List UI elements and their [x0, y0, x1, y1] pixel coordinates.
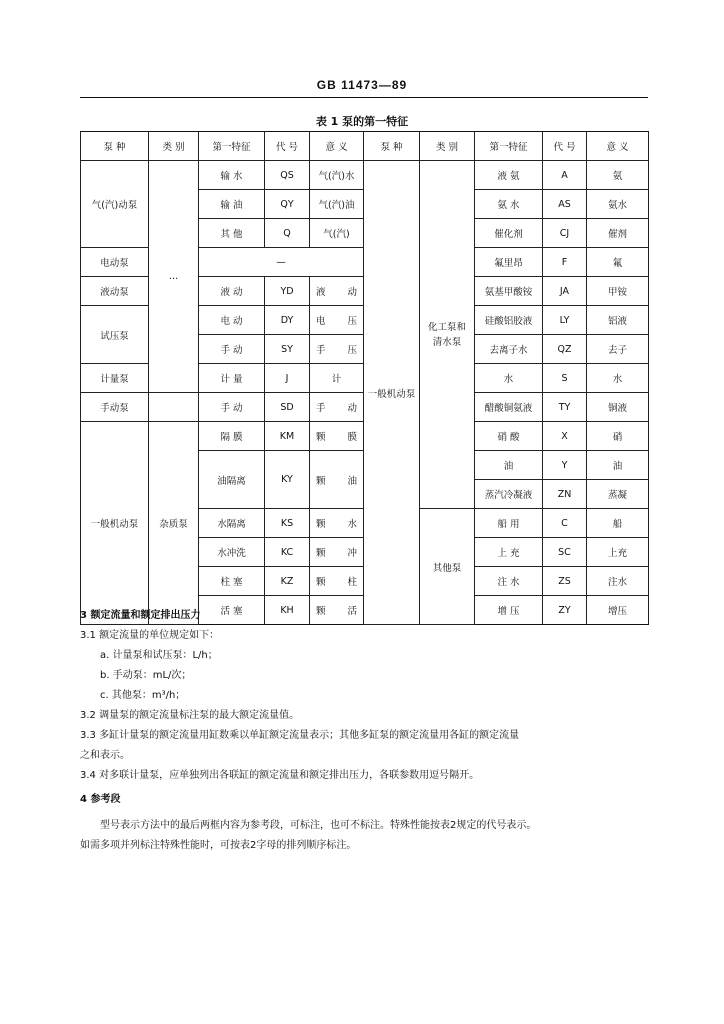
category-cell: 其他泵 [420, 509, 475, 625]
paragraph: 型号表示方法中的最后两框内容为参考段，可标注，也可不标注。特殊性能按表2规定的代号表示。 [100, 820, 537, 831]
list-item: a. 计量泵和试压泵：L/h； [100, 650, 218, 661]
clause: 3.2 调量泵的额定流量标注泵的最大额定流量值。 [80, 710, 300, 721]
paragraph: 如需多项并列标注特殊性能时，可按表2字母的排列顺序标注。 [80, 840, 357, 851]
feature-cell: 醋酸铜氨液 [475, 393, 543, 422]
code-cell: TY [543, 393, 587, 422]
pump-type-cell: 计量泵 [81, 364, 149, 393]
col-header: 代 号 [543, 132, 587, 161]
meaning-cell: 计 [310, 364, 364, 393]
code-cell: C [543, 509, 587, 538]
meaning-cell [310, 451, 364, 509]
code-cell: SC [543, 538, 587, 567]
category-cell: 杂质泵 [149, 422, 199, 625]
meaning-cell: 水 [587, 364, 649, 393]
code-cell: A [543, 161, 587, 190]
code-cell: SD [265, 393, 310, 422]
feature-cell: 氟里昂 [475, 248, 543, 277]
meaning-cell [310, 393, 364, 422]
code-cell: KM [265, 422, 310, 451]
code-cell: J [265, 364, 310, 393]
col-header: 类 别 [420, 132, 475, 161]
pump-type-cell: 电动泵 [81, 248, 149, 277]
clause: 3.1 额定流量的单位规定如下： [80, 630, 220, 641]
feature-cell: 注 水 [475, 567, 543, 596]
meaning-cell: 铝液 [587, 306, 649, 335]
code-cell: ZS [543, 567, 587, 596]
feature-cell: 手 动 [199, 335, 265, 364]
meaning-cell [310, 538, 364, 567]
col-header: 第一特征 [199, 132, 265, 161]
feature-cell: 油 [475, 451, 543, 480]
code-cell: KC [265, 538, 310, 567]
table-row [81, 161, 649, 190]
feature-cell: 水隔离 [199, 509, 265, 538]
meaning-cell: 硝 [587, 422, 649, 451]
code-cell: YD [265, 277, 310, 306]
feature-cell: 其 他 [199, 219, 265, 248]
clause: 3.3 多缸计量泵的额定流量用缸数乘以单缸额定流量表示；其他多缸泵的额定流量用各缸的额定流量 [80, 730, 520, 741]
feature-cell: 水冲洗 [199, 538, 265, 567]
feature-cell: 液 动 [199, 277, 265, 306]
table-title: 表 1 泵的第一特征 [315, 115, 409, 128]
meaning-part: 颗 [316, 548, 326, 559]
code-cell: S [543, 364, 587, 393]
category-cell: 化工泵和 清水泵 [420, 161, 475, 509]
meaning-cell: 增压 [587, 596, 649, 625]
code-cell: DY [265, 306, 310, 335]
section-heading: 4 参考段 [80, 794, 121, 805]
code-cell: Q [265, 219, 310, 248]
meaning-cell: 气(汽)水 [310, 161, 364, 190]
clause-continuation: 之和表示。 [80, 750, 130, 761]
meaning-cell: 氨水 [587, 190, 649, 219]
feature-cell: 电 动 [199, 306, 265, 335]
category-cell [149, 393, 199, 422]
list-item: c. 其他泵：m³/h； [100, 690, 186, 701]
meaning-cell: 上充 [587, 538, 649, 567]
meaning-cell [310, 277, 364, 306]
body-text [80, 606, 648, 856]
meaning-part: 动 [347, 403, 357, 414]
pump-type-cell: 一般机动泵 [81, 422, 149, 625]
meaning-cell [310, 335, 364, 364]
code-cell: LY [543, 306, 587, 335]
meaning-part: 颗 [316, 519, 326, 530]
col-header: 泵 种 [364, 132, 420, 161]
meaning-cell [310, 306, 364, 335]
meaning-part: 液 [316, 287, 326, 298]
col-header: 泵 种 [81, 132, 149, 161]
feature-cell: 手 动 [199, 393, 265, 422]
code-cell: QS [265, 161, 310, 190]
dash-cell: — [199, 248, 364, 277]
feature-cell: 输 水 [199, 161, 265, 190]
meaning-cell: 催剂 [587, 219, 649, 248]
meaning-part: 柱 [347, 577, 357, 588]
feature-cell: 输 油 [199, 190, 265, 219]
meaning-cell: 气(汽)油 [310, 190, 364, 219]
feature-cell: 增 压 [475, 596, 543, 625]
list-item: b. 手动泵：mL/次； [100, 670, 192, 681]
meaning-part: 颗 [316, 606, 326, 617]
feature-cell: 柱 塞 [199, 567, 265, 596]
feature-cell: 计 量 [199, 364, 265, 393]
document-code: GB 11473—89 [316, 78, 408, 92]
code-cell: ZY [543, 596, 587, 625]
code-cell: KH [265, 596, 310, 625]
feature-cell: 硝 酸 [475, 422, 543, 451]
pump-type-cell: 手动泵 [81, 393, 149, 422]
code-cell: QZ [543, 335, 587, 364]
meaning-cell: 氟 [587, 248, 649, 277]
code-cell: QY [265, 190, 310, 219]
meaning-part: 动 [347, 287, 357, 298]
meaning-cell: 甲铵 [587, 277, 649, 306]
meaning-part: 颗 [316, 475, 326, 487]
meaning-part: 电 [316, 316, 326, 327]
meaning-cell: 铜液 [587, 393, 649, 422]
feature-cell: 隔 膜 [199, 422, 265, 451]
pump-feature-table [80, 131, 649, 625]
feature-cell: 去离子水 [475, 335, 543, 364]
header-rule [80, 97, 648, 98]
feature-cell: 活 塞 [199, 596, 265, 625]
col-header: 意 义 [310, 132, 364, 161]
meaning-cell: 油 [587, 451, 649, 480]
feature-cell: 催化剂 [475, 219, 543, 248]
meaning-part: 冲 [347, 548, 357, 559]
code-cell: SY [265, 335, 310, 364]
code-cell: Y [543, 451, 587, 480]
code-cell: KZ [265, 567, 310, 596]
meaning-part: 压 [347, 316, 357, 327]
col-header: 意 义 [587, 132, 649, 161]
code-cell: X [543, 422, 587, 451]
meaning-cell: 船 [587, 509, 649, 538]
meaning-cell [310, 422, 364, 451]
feature-cell: 氨 水 [475, 190, 543, 219]
meaning-part: 颗 [316, 577, 326, 588]
pump-type-cell: 液动泵 [81, 277, 149, 306]
code-cell: AS [543, 190, 587, 219]
pump-type-cell: 试压泵 [81, 306, 149, 364]
col-header: 类 别 [149, 132, 199, 161]
col-header: 代 号 [265, 132, 310, 161]
meaning-cell [310, 509, 364, 538]
feature-cell: 蒸汽冷凝液 [475, 480, 543, 509]
pump-type-cell: 气(汽)动泵 [81, 161, 149, 248]
pump-type-cell: 一般机动泵 [364, 161, 420, 625]
meaning-part: 颗 [316, 432, 326, 443]
feature-cell: 液 氨 [475, 161, 543, 190]
code-cell: F [543, 248, 587, 277]
feature-cell: 船 用 [475, 509, 543, 538]
meaning-cell: 蒸凝 [587, 480, 649, 509]
category-cell: … [149, 161, 199, 393]
feature-cell: 氨基甲酸铵 [475, 277, 543, 306]
meaning-cell: 去子 [587, 335, 649, 364]
meaning-cell: 注水 [587, 567, 649, 596]
meaning-part: 活 [347, 606, 357, 617]
code-cell: CJ [543, 219, 587, 248]
code-cell: KY [265, 451, 310, 509]
feature-cell: 上 充 [475, 538, 543, 567]
meaning-cell: 氨 [587, 161, 649, 190]
feature-cell: 油隔离 [199, 451, 265, 509]
meaning-cell: 气(汽) [310, 219, 364, 248]
meaning-part: 手 [316, 345, 326, 356]
code-cell: ZN [543, 480, 587, 509]
feature-cell: 水 [475, 364, 543, 393]
meaning-part: 膜 [347, 432, 357, 443]
code-cell: KS [265, 509, 310, 538]
section-heading: 3 额定流量和额定排出压力 [80, 610, 201, 621]
table-header-row [81, 132, 649, 161]
meaning-part: 油 [347, 475, 357, 487]
code-cell: JA [543, 277, 587, 306]
meaning-cell [310, 567, 364, 596]
meaning-part: 压 [347, 345, 357, 356]
clause: 3.4 对多联计量泵，应单独列出各联缸的额定流量和额定排出压力，各联参数用逗号隔开。 [80, 770, 480, 781]
feature-cell: 硅酸铝胶液 [475, 306, 543, 335]
meaning-part: 水 [347, 519, 357, 530]
col-header: 第一特征 [475, 132, 543, 161]
meaning-part: 手 [316, 403, 326, 414]
